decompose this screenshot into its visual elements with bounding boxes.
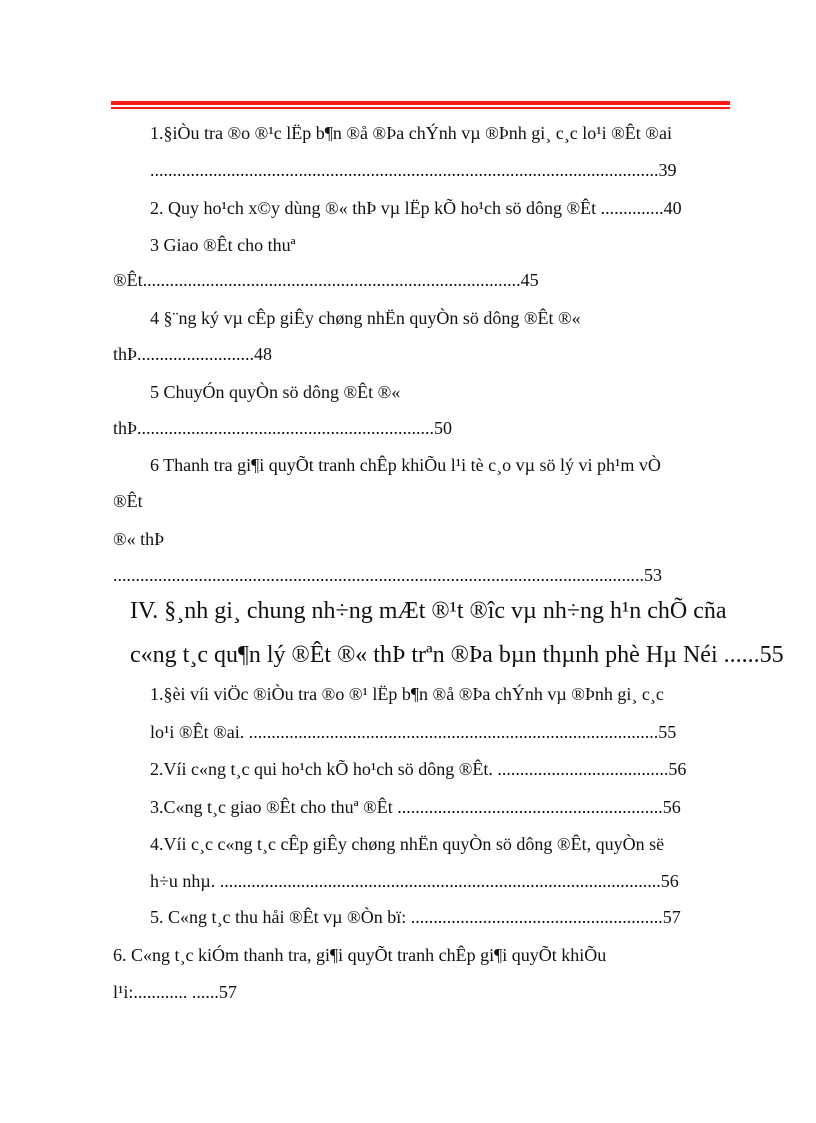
header-rule-thick [111,101,730,105]
toc-entry: 4 §¨ng ký vµ cÊp giÊy chøng nhËn quyÒn sö dông ®Êt ®« [150,308,581,328]
toc-entry: 1.§iÒu tra ®o ®¹c lËp b¶n ®å ®Þa chÝnh vµ ®Þnh gi¸ c¸c lo¹i ®Êt ®ai [150,123,672,143]
toc-subentry: 3.C«ng t¸c giao ®Êt cho thuª ®Êt ...........................................................56 [150,797,681,817]
toc-entry-dots: ......................................................................................................................53 [113,565,662,585]
toc-entry: 5 ChuyÓn quyÒn sö dông ®Êt ®« [150,382,401,402]
toc-subentry: 2.Víi c«ng t¸c qui ho¹ch kÕ ho¹ch sö dông ®Êt. ......................................56 [150,759,687,779]
toc-entry-cont: thÞ..................................................................50 [113,418,453,438]
header-rule-thin [111,107,730,109]
toc-entry: 6 Thanh tra gi¶i quyÕt tranh chÊp khiÕu l¹i tè c¸o vµ sö lý vi ph¹m vÒ [150,455,661,475]
toc-heading: c«ng t¸c qu¶n lý ®Êt ®« thÞ trªn ®Þa bµn thµnh phè Hµ Néi ......55 [130,642,784,668]
toc-entry-cont: thÞ..........................48 [113,344,273,364]
toc-heading: IV. §¸nh gi¸ chung nh÷ng mÆt ®¹t ®îc vµ nh÷ng h¹n chÕ cña [130,598,727,624]
toc-subentry: 5. C«ng t¸c thu håi ®Êt vµ ®Òn bï: ........................................................57 [150,907,681,927]
toc-entry: 2. Quy ho¹ch x©y dùng ®« thÞ vµ lËp kÕ ho¹ch sö dông ®Êt ..............40 [150,198,682,218]
toc-entry-dots: .................................................................................................................39 [150,160,677,180]
toc-entry-cont: ®Êt [113,491,143,511]
toc-entry: 3 Giao ®Êt cho thuª [150,235,296,255]
toc-subentry: h÷u nhµ. ..................................................................................................56 [150,871,679,891]
toc-subentry: 4.Víi c¸c c«ng t¸c cÊp giÊy chøng nhËn quyÒn sö dông ®Êt, quyÒn së [150,834,665,854]
toc-subentry: l¹i:............ ......57 [113,982,237,1002]
toc-subentry: 6. C«ng t¸c kiÓm thanh tra, gi¶i quyÕt tranh chÊp gi¶i quyÕt khiÕu [113,945,607,965]
toc-subentry: 1.§èi víi viÖc ®iÒu tra ®o ®¹ lËp b¶n ®å ®Þa chÝnh vµ ®Þnh gi¸ c¸c [150,684,664,704]
toc-entry-cont: ®Êt....................................................................................45 [113,270,539,290]
toc-subentry: lo¹i ®Êt ®ai. ...........................................................................................55 [150,722,677,742]
toc-entry-cont: ®« thÞ [113,529,165,549]
